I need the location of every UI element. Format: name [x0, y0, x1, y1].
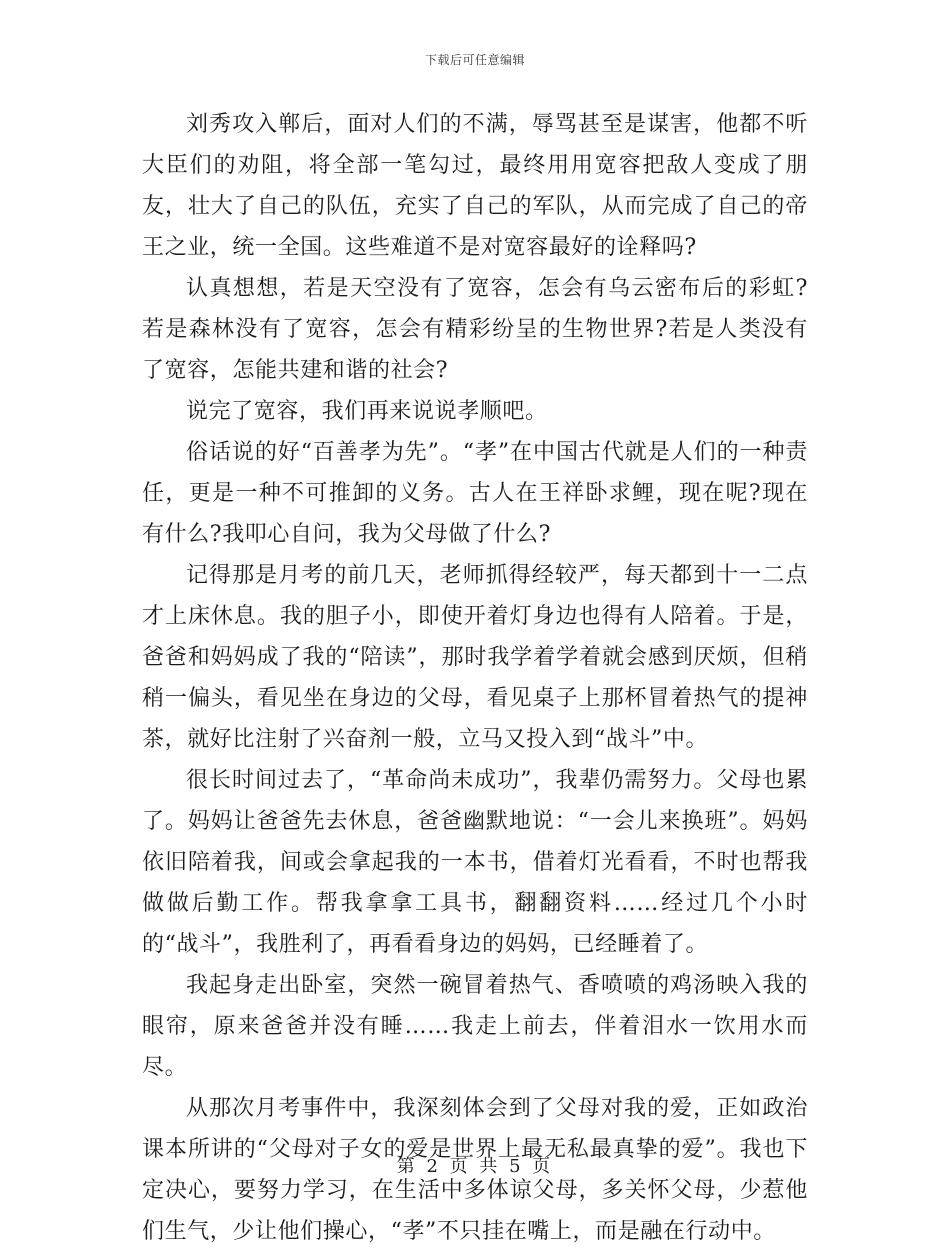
paragraph: 记得那是月考的前几天，老师抓得经较严，每天都到十一二点才上床休息。我的胆子小，即使开着灯身边也得有人陪着。于是，爸爸和妈妈成了我的“陪读”，那时我学着学着就会感到厌烦，但稍稍一偏头，看见坐在身边的父母，看见桌子上那杯冒着热气的提神茶，就好比注射了兴奋剂一般，立马又投入到“战斗”中。 — [142, 563, 808, 752]
paragraph: 我起身走出卧室，突然一碗冒着热气、香喷喷的鸡汤映入我的眼帘，原来爸爸并没有睡……我走上前去，伴着泪水一饮用水而尽。 — [142, 973, 808, 1080]
body-text — [142, 104, 808, 1252]
page-header: 下载后可任意编辑 — [424, 53, 525, 67]
paragraph: 俗话说的好“百善孝为先”。“孝”在中国古代就是人们的一种责任，更是一种不可推卸的义务。古人在王祥卧求鲤，现在呢?现在有什么?我叩心自问，我为父母做了什么? — [142, 440, 808, 547]
paragraph: 说完了宽容，我们再来说说孝顺吧。 — [186, 399, 548, 424]
paragraph: 刘秀攻入郸后，面对人们的不满，辱骂甚至是谋害，他都不听大臣们的劝阻，将全部一笔勾过，最终用用宽容把敌人变成了朋友，壮大了自己的队伍，充实了自己的军队，从而完成了自己的帝王之业，统一全国。这些难道不是对宽容最好的诠释吗? — [142, 112, 808, 260]
paragraph: 从那次月考事件中，我深刻体会到了父母对我的爱，正如政治课本所讲的“父母对子女的爱是世界上最无私最真挚的爱”。我也下定决心，要努力学习，在生活中多体谅父母，多关怀父母，少惹他们生气，少让他们操心，“孝”不只挂在嘴上，而是融在行动中。 — [142, 1096, 808, 1244]
page-footer: 第 2 页 共 5 页 — [396, 1156, 554, 1177]
paragraph: 很长时间过去了，“革命尚未成功”，我辈仍需努力。父母也累了。妈妈让爸爸先去休息，爸爸幽默地说：“一会儿来换班”。妈妈依旧陪着我，间或会拿起我的一本书，借着灯光看看，不时也帮我做做后勤工作。帮我拿拿工具书，翻翻资料……经过几个小时的“战斗”，我胜利了，再看看身边的妈妈，已经睡着了。 — [142, 768, 808, 957]
paragraph: 认真想想，若是天空没有了宽容，怎会有乌云密布后的彩虹?若是森林没有了宽容，怎会有精彩纷呈的生物世界?若是人类没有了宽容，怎能共建和谐的社会? — [142, 276, 808, 383]
